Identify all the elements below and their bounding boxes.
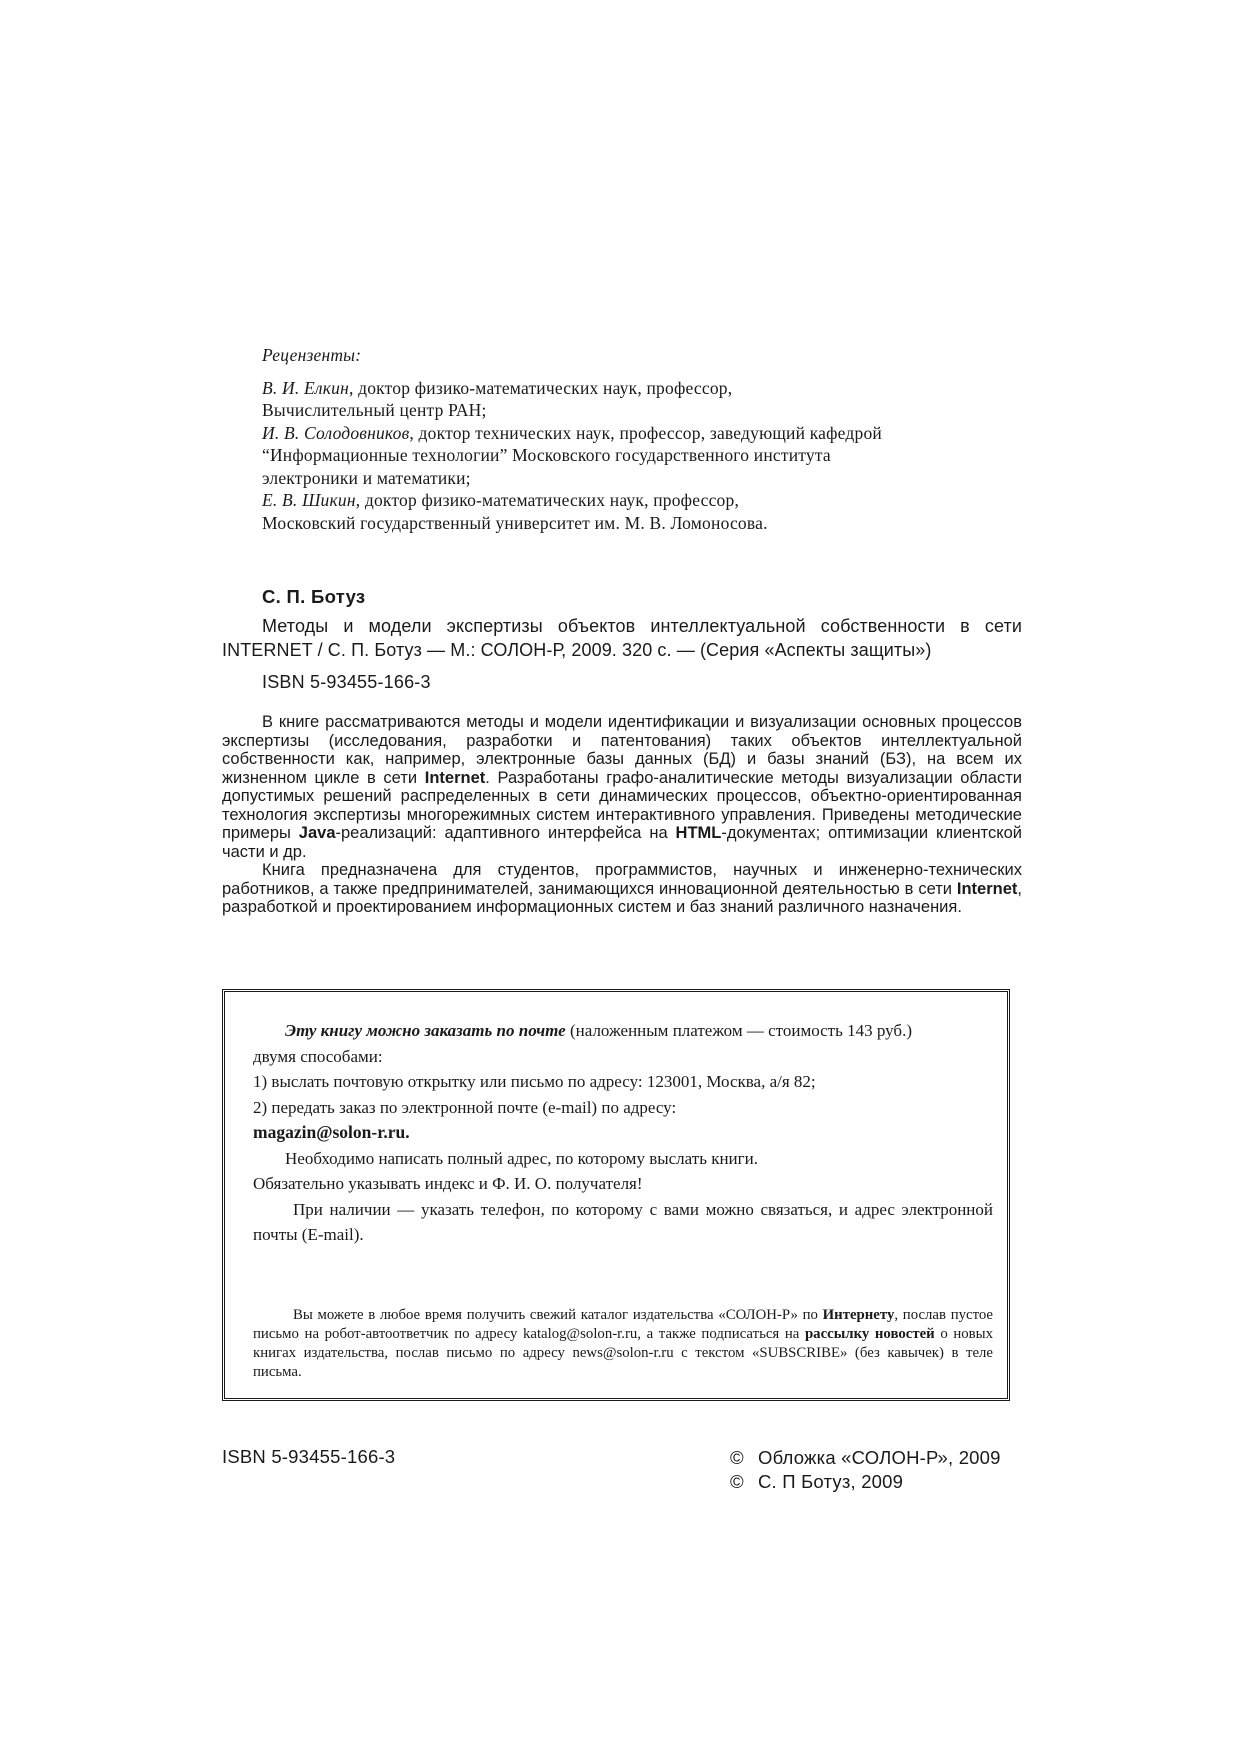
copyright-icon: © [730,1471,744,1492]
reviewer-affiliation: Московский государственный университет им. М. В. Ломоносова. [262,512,768,533]
bibliographic-description [222,614,1022,662]
reviewer-name: И. В. Солодовников [262,422,410,443]
order-note-index: Обязательно указывать индекс и Ф. И. О. получателя! [253,1174,643,1193]
annotation-text: , разработкой и проектированием информационных систем и баз знаний различного назначения. [222,879,1022,916]
annotation-paragraph-2 [222,861,1022,917]
annotation-text: -реализаций: адаптивного интерфейса на [335,824,676,842]
reviewer-3 [262,489,1022,512]
copyright-block [730,1446,1001,1494]
reviewer-credentials: , доктор физико-математических наук, профессор, [355,490,740,510]
reviewer-2 [262,422,1022,445]
order-note-address: Необходимо написать полный адрес, по которому выслать книги. [285,1148,758,1168]
reviewer-affiliation: электроники и математики; [262,467,471,488]
reviewer-affiliation: “Информационные технологии” Московского государственного института [262,445,831,465]
annotation-paragraph-1 [222,713,1022,861]
reviewers-heading: Рецензенты: [262,345,362,365]
term-java: Java [298,824,336,842]
annotation-text: -документах; оптимизации клиентской части и др. [222,824,1023,861]
annotation-text: Книга предназначена для студентов, программистов, научных и инженерно-технических работников, а также предпринимателей, занимающихся инновационной деятельностью в сети [222,861,1022,898]
term-internet: Internet [424,768,486,787]
copyright-cover [730,1446,1001,1470]
order-note-phone: При наличии — указать телефон, по которому с вами можно связаться, и адрес электронной почты (E-mail). [253,1199,993,1244]
reviewer-name: Е. В. Шикин [262,490,356,510]
order-option-2: 2) передать заказ по электронной почте (e-mail) по адресу: [253,1097,677,1117]
copyright-icon: © [730,1447,744,1468]
order-lead-price: (наложенным платежом — стоимость 143 руб.) [565,1021,912,1040]
reviewer-credentials: , доктор технических наук, профессор, заведующий кафедрой [409,422,882,443]
catalog-text: Вы можете в любое время получить свежий каталог издательства «СОЛОН-Р» по [293,1307,823,1323]
annotation-text: В книге рассматриваются методы и модели идентификации и визуализации основных процессов экспертизы (исследования, разработки и патентования) таких объектов интеллектуальной собственности как, например, электронные базы данных (БД) и базы знаний (БЗ), на всем их жизненном цикле в сети [222,713,1022,787]
reviewers-block [262,344,1022,534]
reviewer-affiliation: Вычислительный центр РАН; [262,400,487,420]
reviewer-name: В. И. Елкин [262,377,349,398]
order-info-box [222,989,1010,1401]
order-methods-intro: двумя способами: [253,1046,383,1066]
term-html: HTML [675,824,722,842]
order-lead-bold: Эту книгу можно заказать по почте [285,1021,566,1040]
annotation [222,713,1022,917]
isbn-bottom: ISBN 5-93455-166-3 [222,1446,396,1467]
catalog-internet: Интернету [822,1307,895,1323]
catalog-text: , послав пустое письмо на робот-автоответчик по адресу katalog@solon-r.ru, а также подписаться на [253,1307,994,1342]
copyright-author-text: С. П Ботуз, 2009 [758,1471,904,1492]
catalog-newsletter: рассылку новостей [804,1326,935,1342]
reviewer-1 [262,377,1022,400]
catalog-notice [253,1306,993,1382]
copyright-author [730,1470,1001,1494]
term-internet: Internet [956,879,1018,898]
catalog-text: о новых книгах издательства, послав письмо по адресу news@solon-r.ru с текстом «SUBSCRIBE» (без кавычек) в теле письма. [253,1326,993,1380]
annotation-text: . Разработаны графо-аналитические методы визуализации области допустимых решений распределенных в сети динамических процессов, объектно-ориентированная технология экспертизы многорежимных систем интерактивного управления. Приведены методические примеры [222,768,1022,842]
description-text: Методы и модели экспертизы объектов интеллектуальной собственности в сети INTERNET / С. П. Ботуз — М.: СОЛОН-Р, 2009. 320 с. — (Серия «Аспекты защиты») [222,616,1022,660]
author-name: С. П. Ботуз [262,586,366,607]
order-instructions [253,1018,993,1248]
copyright-cover-text: Обложка «СОЛОН-Р», 2009 [758,1447,1001,1468]
order-lead [253,1018,993,1044]
order-option-1: 1) выслать почтовую открытку или письмо по адресу: 123001, Москва, а/я 82; [253,1072,816,1091]
order-email-link[interactable]: magazin@solon-r.ru. [253,1122,410,1142]
catalog-paragraph [253,1306,993,1382]
isbn-top: ISBN 5-93455-166-3 [262,672,431,692]
reviewer-credentials: , доктор физико-математических наук, профессор, [348,377,733,398]
